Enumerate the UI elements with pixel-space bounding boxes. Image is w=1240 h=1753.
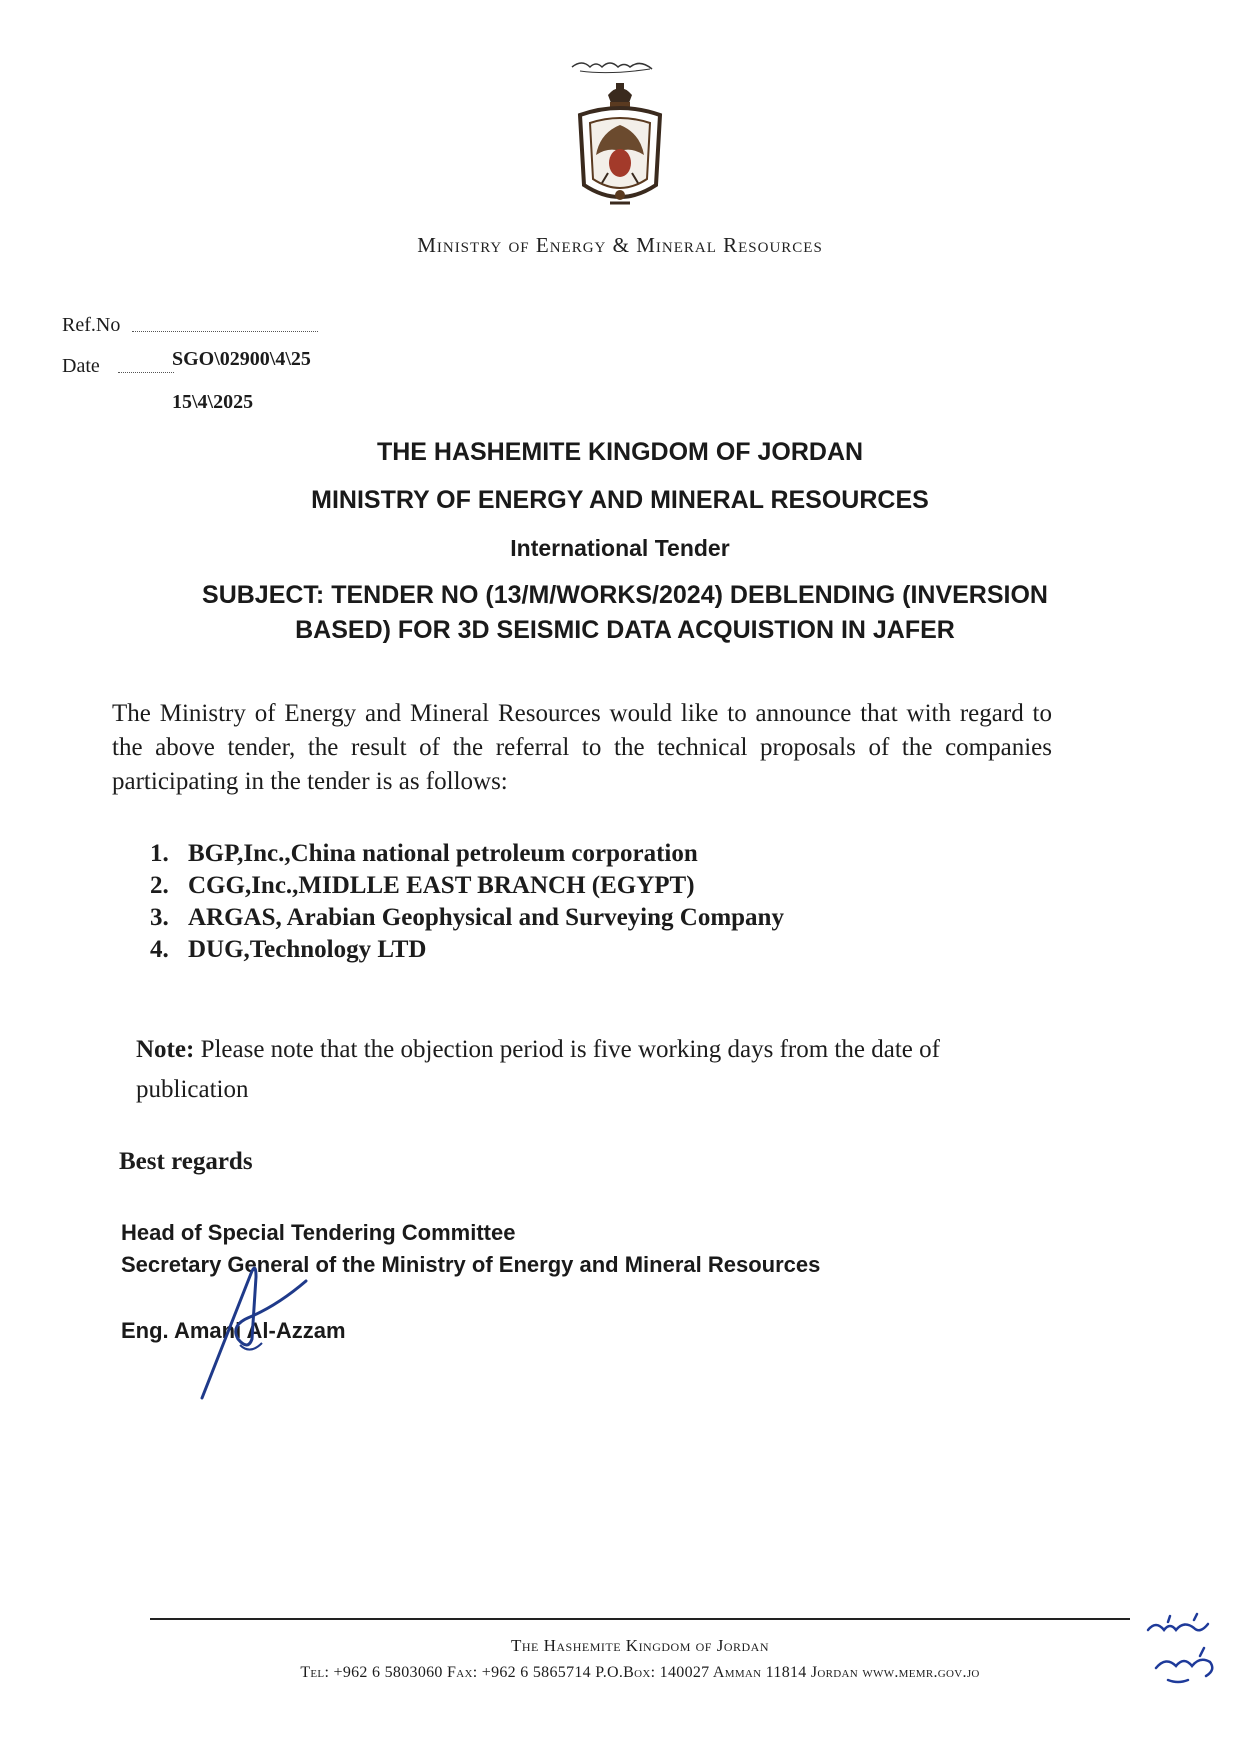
handwritten-arabic-note — [1138, 1610, 1228, 1690]
note-label: Note: — [136, 1036, 195, 1063]
list-item-number: 1. — [150, 840, 169, 867]
heading-kingdom: THE HASHEMITE KINGDOM OF JORDAN — [376, 438, 864, 466]
ref-no-value: SGO\02900\4\25 — [172, 348, 311, 370]
heading-tender-type: International Tender — [510, 535, 730, 561]
note-text: Please note that the objection period is five working days from the date of publication — [136, 1036, 940, 1103]
ref-no-dotted-line — [132, 331, 318, 332]
signatory-title: Secretary General of the Ministry of Energy and Mineral Resources — [121, 1252, 821, 1277]
list-item — [150, 934, 784, 966]
footer-kingdom: The Hashemite Kingdom of Jordan — [510, 1636, 770, 1655]
intro-paragraph: The Ministry of Energy and Mineral Resources would like to announce that with regard to the above tender, the result of the referral to the technical proposals of the companies participating in the tender is as follows: — [112, 700, 1052, 795]
signatory-name: Eng. Amani Al-Azzam — [121, 1318, 346, 1343]
date-value: 15\4\2025 — [172, 391, 254, 413]
letterhead-ministry-name: Ministry of Energy & Mineral Resources — [417, 233, 823, 257]
list-item-number: 4. — [150, 936, 169, 963]
date-dotted-line — [118, 372, 174, 373]
list-item — [150, 902, 784, 934]
company-name: BGP,Inc.,China national petroleum corporation — [188, 840, 698, 867]
ref-no-label: Ref.No — [62, 314, 121, 336]
coat-of-arms-emblem — [560, 55, 680, 215]
footer-divider — [150, 1618, 1130, 1620]
company-name: ARGAS, Arabian Geophysical and Surveying Company — [188, 904, 784, 931]
list-item — [150, 838, 784, 870]
list-item-number: 3. — [150, 904, 169, 931]
list-item — [150, 870, 784, 902]
heading-ministry: MINISTRY OF ENERGY AND MINERAL RESOURCES — [311, 486, 929, 514]
handwritten-signature — [190, 1255, 320, 1415]
footer-contact-details: Tel: +962 6 5803060 Fax: +962 6 5865714 P.O.Box: 140027 Amman 11814 Jordan www.memr.gov.jo — [300, 1664, 980, 1681]
company-list — [150, 838, 784, 966]
date-label: Date — [62, 355, 100, 377]
closing-regards: Best regards — [119, 1148, 253, 1175]
signatory-committee: Head of Special Tendering Committee — [121, 1220, 516, 1245]
heading-subject: SUBJECT: TENDER NO (13/M/WORKS/2024) DEBLENDING (INVERSION BASED) FOR 3D SEISMIC DATA ACQUISTION IN JAFER — [202, 581, 1048, 644]
company-name: CGG,Inc.,MIDLLE EAST BRANCH (EGYPT) — [188, 872, 695, 899]
note-paragraph — [136, 1030, 1056, 1110]
company-name: DUG,Technology LTD — [188, 936, 427, 963]
list-item-number: 2. — [150, 872, 169, 899]
